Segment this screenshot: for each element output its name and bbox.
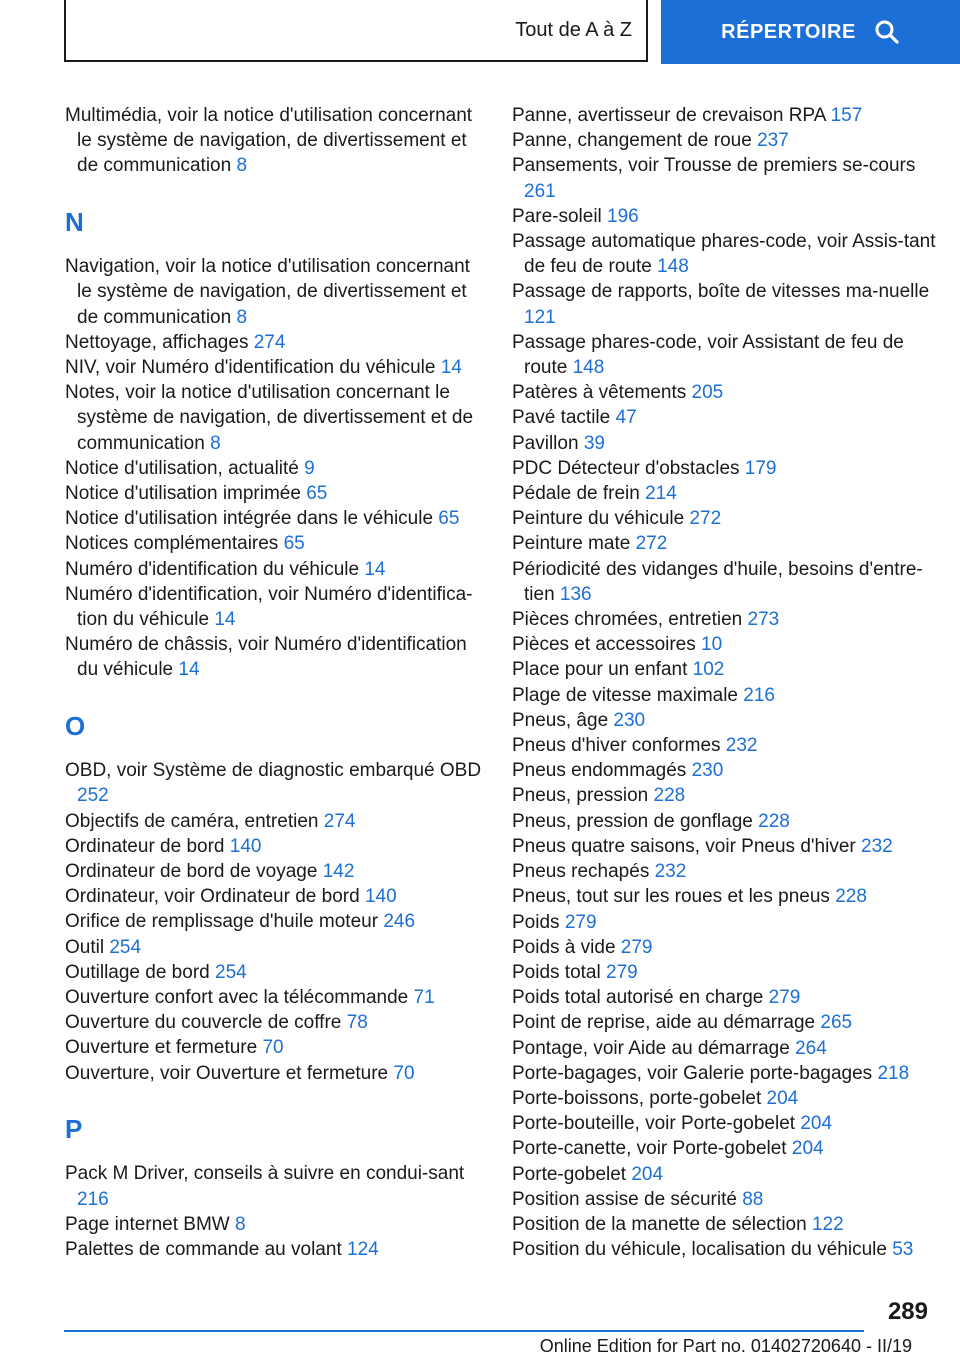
page-reference-link[interactable]: 140 <box>364 886 397 908</box>
page-reference-link[interactable]: 252 <box>77 785 109 807</box>
index-entry-text: Place pour un enfant <box>512 659 688 681</box>
index-entry-text: Patères à vêtements <box>512 382 687 404</box>
page-reference-link[interactable]: 14 <box>178 659 200 681</box>
index-entry-text: Peinture mate <box>512 533 631 555</box>
index-entry <box>512 607 942 632</box>
index-entry-text: Panne, changement de roue <box>512 130 752 152</box>
index-entry <box>65 380 485 456</box>
index-entry <box>512 935 942 960</box>
index-entry-text: Passage automatique phares-code, voir Assis‐tant de feu de route <box>512 231 936 278</box>
section-letter-heading: N <box>65 206 84 237</box>
index-entry <box>512 1136 942 1161</box>
index-entry <box>512 985 942 1010</box>
index-entry <box>512 456 942 481</box>
page-reference-link[interactable]: 124 <box>347 1239 379 1261</box>
page-reference-link[interactable]: 14 <box>364 558 386 580</box>
page-reference-link[interactable]: 232 <box>725 735 758 757</box>
index-entry-text: Numéro de châssis, voir Numéro d'identification du véhicule <box>65 634 467 681</box>
index-entry <box>512 1061 942 1086</box>
page-reference-link[interactable]: 142 <box>322 861 355 883</box>
tab-repertoire-label: RÉPERTOIRE <box>721 20 856 43</box>
index-entry-text: Nettoyage, affichages <box>65 331 249 353</box>
page-reference-link[interactable]: 78 <box>346 1012 368 1034</box>
page-reference-link[interactable]: 65 <box>283 533 305 555</box>
index-entry-text: Outillage de bord <box>65 961 210 983</box>
page-reference-link[interactable]: 279 <box>606 961 638 983</box>
index-entry-text: Porte-bagages, voir Galerie porte-bagages <box>512 1062 873 1084</box>
page-reference-link[interactable]: 232 <box>861 835 893 857</box>
index-entry <box>512 1010 942 1035</box>
index-entry <box>65 1161 485 1211</box>
page-reference-link[interactable]: 218 <box>877 1062 910 1084</box>
index-entry-text: Pavé tactile <box>512 407 611 429</box>
index-entry <box>65 1035 485 1060</box>
page-reference-link[interactable]: 39 <box>583 432 605 454</box>
page-reference-link[interactable]: 70 <box>393 1062 415 1084</box>
index-entry-text: Ordinateur de bord de voyage <box>65 861 318 883</box>
index-entry <box>512 708 942 733</box>
page-reference-link[interactable]: 204 <box>631 1163 664 1185</box>
index-entry-text: Notices complémentaires <box>65 533 279 555</box>
page-reference-link[interactable]: 205 <box>691 382 724 404</box>
page-reference-link[interactable]: 53 <box>892 1239 914 1261</box>
index-entry-text: Ouverture et fermeture <box>65 1037 258 1059</box>
index-entry-text: Orifice de remplissage d'huile moteur <box>65 911 379 933</box>
index-entry-text: Pack M Driver, conseils à suivre en condui‐sant <box>65 1163 465 1185</box>
index-entry <box>512 809 942 834</box>
page-reference-link[interactable]: 14 <box>440 357 462 379</box>
page-reference-link[interactable]: 214 <box>645 483 677 505</box>
index-entry <box>65 355 485 380</box>
index-entry-text: Navigation, voir la notice d'utilisation concernant le système de navigation, de divertissement et de communication <box>65 256 470 328</box>
page-reference-link[interactable]: 228 <box>835 886 867 908</box>
page-reference-link[interactable]: 121 <box>524 306 556 328</box>
index-entry-text: Ouverture, voir Ouverture et fermeture <box>65 1062 389 1084</box>
page-reference-link[interactable]: 246 <box>383 911 416 933</box>
index-column-right <box>512 103 942 1262</box>
index-entry <box>512 859 942 884</box>
page-reference-link[interactable]: 71 <box>413 987 435 1009</box>
index-entry-text: Pneus, pression de gonflage <box>512 810 753 832</box>
index-entry <box>512 1086 942 1111</box>
page-reference-link[interactable]: 196 <box>607 205 639 227</box>
index-entry-text: Position assise de sécurité <box>512 1188 737 1210</box>
index-entry <box>512 657 942 682</box>
page-reference-link[interactable]: 70 <box>262 1037 284 1059</box>
page-reference-link[interactable]: 216 <box>77 1188 109 1210</box>
index-entry <box>512 960 942 985</box>
index-entry-text: Position du véhicule, localisation du véhicule <box>512 1239 887 1261</box>
index-entry-text: Pédale de frein <box>512 483 640 505</box>
index-entry-text: Panne, avertisseur de crevaison RPA <box>512 105 826 126</box>
index-entry-text: Porte-gobelet <box>512 1163 627 1185</box>
index-entry-text: Notice d'utilisation, actualité <box>65 457 299 479</box>
index-entry-text: Pneus endommagés <box>512 760 687 782</box>
page-reference-link[interactable]: 254 <box>215 961 247 983</box>
page-reference-link[interactable]: 279 <box>564 911 597 933</box>
tab-tout-de-a-a-z[interactable] <box>64 0 648 62</box>
index-entry-text: Pneus, pression <box>512 785 649 807</box>
page-reference-link[interactable]: 179 <box>744 457 777 479</box>
index-entry-text: Pneus rechapés <box>512 861 650 883</box>
index-entry-text: Poids <box>512 911 560 933</box>
index-entry-text: Numéro d'identification, voir Numéro d'identifica‐tion du véhicule <box>65 583 473 631</box>
index-entry-text: Pneus d'hiver conformes <box>512 735 721 757</box>
page-reference-link[interactable]: 264 <box>795 1037 827 1059</box>
index-entry <box>65 456 485 481</box>
index-entry-text: Poids total autorisé en charge <box>512 987 764 1009</box>
index-entry-text: Pneus quatre saisons, voir Pneus d'hiver <box>512 835 856 857</box>
page-reference-link[interactable]: 14 <box>214 609 236 631</box>
index-entry-text: Outil <box>65 936 105 958</box>
index-entry-text: Position de la manette de sélection <box>512 1213 807 1235</box>
page-reference-link[interactable]: 237 <box>757 130 789 152</box>
page-reference-link[interactable]: 9 <box>304 457 315 479</box>
index-entry-text: Ouverture confort avec la télécommande <box>65 987 409 1009</box>
index-entry-text: Page internet BMW <box>65 1213 230 1235</box>
page-reference-link[interactable]: 136 <box>559 583 592 605</box>
index-entry-text: Porte-bouteille, voir Porte-gobelet <box>512 1113 796 1135</box>
index-entry-text: Porte-canette, voir Porte-gobelet <box>512 1138 787 1160</box>
index-entry <box>512 758 942 783</box>
index-entry <box>512 683 942 708</box>
page-reference-link[interactable]: 272 <box>689 508 722 530</box>
index-entry-text: Notes, voir la notice d'utilisation concernant le système de navigation, de divertissement et de communication <box>65 382 474 454</box>
index-entry <box>512 153 942 203</box>
index-entry <box>65 758 485 808</box>
index-entry <box>65 632 485 682</box>
index-entry-text: Ouverture du couvercle de coffre <box>65 1012 342 1034</box>
index-entry <box>512 204 942 229</box>
index-entry-text: Pontage, voir Aide au démarrage <box>512 1037 790 1059</box>
page-reference-link[interactable]: 279 <box>768 987 801 1009</box>
index-entry-text: Poids à vide <box>512 936 616 958</box>
page-reference-link[interactable]: 122 <box>811 1213 844 1235</box>
index-entry-text: Pneus, âge <box>512 709 609 731</box>
page-reference-link[interactable]: 230 <box>691 760 724 782</box>
index-entry <box>65 834 485 859</box>
index-entry <box>65 935 485 960</box>
page-reference-link[interactable]: 140 <box>229 835 262 857</box>
index-entry <box>512 910 942 935</box>
index-entry <box>512 834 942 859</box>
index-entry <box>512 103 942 128</box>
index-entry <box>512 1187 942 1212</box>
page-reference-link[interactable]: 204 <box>766 1087 799 1109</box>
index-entry-text: OBD, voir Système de diagnostic embarqué OBD <box>65 760 482 782</box>
index-entry-text: PDC Détecteur d'obstacles <box>512 457 740 479</box>
index-entry <box>65 103 485 179</box>
index-entry <box>65 1010 485 1035</box>
index-entry <box>65 1061 485 1086</box>
index-entry <box>65 506 485 531</box>
page-reference-link[interactable]: 65 <box>438 508 460 530</box>
page-reference-link[interactable]: 272 <box>635 533 668 555</box>
index-entry <box>512 632 942 657</box>
page-reference-link[interactable]: 47 <box>615 407 637 429</box>
index-entry-text: Pneus, tout sur les roues et les pneus <box>512 886 830 908</box>
page-reference-link[interactable]: 254 <box>109 936 142 958</box>
page-header <box>0 0 960 66</box>
page-reference-link[interactable]: 10 <box>701 634 723 656</box>
index-entry <box>512 531 942 556</box>
page-reference-link[interactable]: 261 <box>524 180 556 202</box>
page-reference-link[interactable]: 157 <box>830 105 863 126</box>
index-entry <box>65 859 485 884</box>
index-entry <box>512 481 942 506</box>
tab-repertoire[interactable] <box>661 0 960 64</box>
index-entry <box>512 431 942 456</box>
page-reference-link[interactable]: 273 <box>747 609 780 631</box>
index-entry <box>512 405 942 430</box>
page-reference-link[interactable]: 88 <box>742 1188 764 1210</box>
index-entry <box>512 506 942 531</box>
index-entry-text: Peinture du véhicule <box>512 508 685 530</box>
index-entry <box>512 229 942 279</box>
index-entry-text: NIV, voir Numéro d'identification du véhicule <box>65 357 436 379</box>
footer-divider <box>64 1330 864 1332</box>
index-entry-text: Notice d'utilisation intégrée dans le véhicule <box>65 508 434 530</box>
index-entry <box>65 531 485 556</box>
index-entry-text: Pièces et accessoires <box>512 634 696 656</box>
search-icon[interactable] <box>874 19 900 45</box>
index-entry-text: Poids total <box>512 961 601 983</box>
index-entry-text: Ordinateur, voir Ordinateur de bord <box>65 886 360 908</box>
index-entry <box>512 279 942 329</box>
index-entry-text: Numéro d'identification du véhicule <box>65 558 360 580</box>
section-letter-heading: O <box>65 710 86 741</box>
index-entry-text: Plage de vitesse maximale <box>512 684 738 706</box>
page-reference-link[interactable]: 265 <box>820 1012 853 1034</box>
page-reference-link[interactable]: 216 <box>743 684 775 706</box>
index-entry <box>512 1237 942 1262</box>
index-entry <box>65 809 485 834</box>
index-entry <box>65 1212 485 1237</box>
index-entry <box>512 1036 942 1061</box>
index-entry <box>512 733 942 758</box>
index-entry <box>65 1237 485 1262</box>
index-entry <box>512 128 942 153</box>
page-reference-link[interactable]: 230 <box>613 709 646 731</box>
index-entry <box>512 1212 942 1237</box>
page-reference-link[interactable]: 8 <box>235 1213 246 1235</box>
index-entry <box>512 557 942 607</box>
page-reference-link[interactable]: 228 <box>653 785 686 807</box>
index-entry <box>65 909 485 934</box>
page-reference-link[interactable]: 65 <box>306 483 328 505</box>
index-entry-text: Pare-soleil <box>512 205 602 227</box>
index-entry <box>512 330 942 380</box>
page-reference-link[interactable]: 228 <box>758 810 790 832</box>
index-entry <box>512 783 942 808</box>
index-entry <box>65 960 485 985</box>
index-entry-text: Notice d'utilisation imprimée <box>65 483 301 505</box>
page-reference-link[interactable]: 102 <box>692 659 725 681</box>
index-entry <box>65 254 485 330</box>
index-entry-text: Pièces chromées, entretien <box>512 609 743 631</box>
page-reference-link[interactable]: 8 <box>210 432 221 454</box>
footer-edition-text: Online Edition for Part no. 01402720640 - II/19 <box>539 1336 912 1356</box>
index-entry-text: Pavillon <box>512 432 579 454</box>
page-reference-link[interactable]: 148 <box>657 256 689 278</box>
section-letter-heading: P <box>65 1113 83 1144</box>
page-reference-link[interactable]: 148 <box>572 357 605 379</box>
index-entry-text: Pansements, voir Trousse de premiers se‐cours <box>512 155 916 177</box>
index-entry <box>65 481 485 506</box>
index-entry <box>65 884 485 909</box>
page-reference-link[interactable]: 204 <box>791 1138 824 1160</box>
index-entry-text: Périodicité des vidanges d'huile, besoins d'entre‐tien <box>512 558 923 605</box>
index-entry-text: Multimédia, voir la notice d'utilisation concernant le système de navigation, de divertissement et de communication <box>65 105 473 177</box>
index-entry-text: Ordinateur de bord <box>65 835 225 857</box>
index-entry <box>65 985 485 1010</box>
page-reference-link[interactable]: 274 <box>323 810 356 832</box>
index-entry <box>65 330 485 355</box>
index-entry <box>512 1162 942 1187</box>
index-entry-text: Porte-boissons, porte-gobelet <box>512 1087 762 1109</box>
index-entry-text: Passage de rapports, boîte de vitesses ma‐nuelle <box>512 281 930 303</box>
index-entry-text: Passage phares-code, voir Assistant de feu de route <box>512 331 904 379</box>
page-reference-link[interactable]: 274 <box>253 331 286 353</box>
page-reference-link[interactable]: 232 <box>654 861 687 883</box>
index-entry-text: Objectifs de caméra, entretien <box>65 810 319 832</box>
page-number: 289 <box>887 1298 928 1325</box>
page-reference-link[interactable]: 204 <box>800 1113 833 1135</box>
index-entry <box>512 1111 942 1136</box>
tab-tout-de-a-a-z-label: Tout de A à Z <box>515 18 632 41</box>
index-column-left <box>65 103 485 1262</box>
index-entry <box>65 557 485 582</box>
index-entry <box>65 582 485 632</box>
index-entry-text: Point de reprise, aide au démarrage <box>512 1012 816 1034</box>
index-entry-text: Palettes de commande au volant <box>65 1239 342 1261</box>
page-reference-link[interactable]: 279 <box>620 936 653 958</box>
page-reference-link[interactable]: 8 <box>236 155 248 177</box>
page-reference-link[interactable]: 8 <box>236 306 248 328</box>
index-entry <box>512 884 942 909</box>
index-entry <box>512 380 942 405</box>
